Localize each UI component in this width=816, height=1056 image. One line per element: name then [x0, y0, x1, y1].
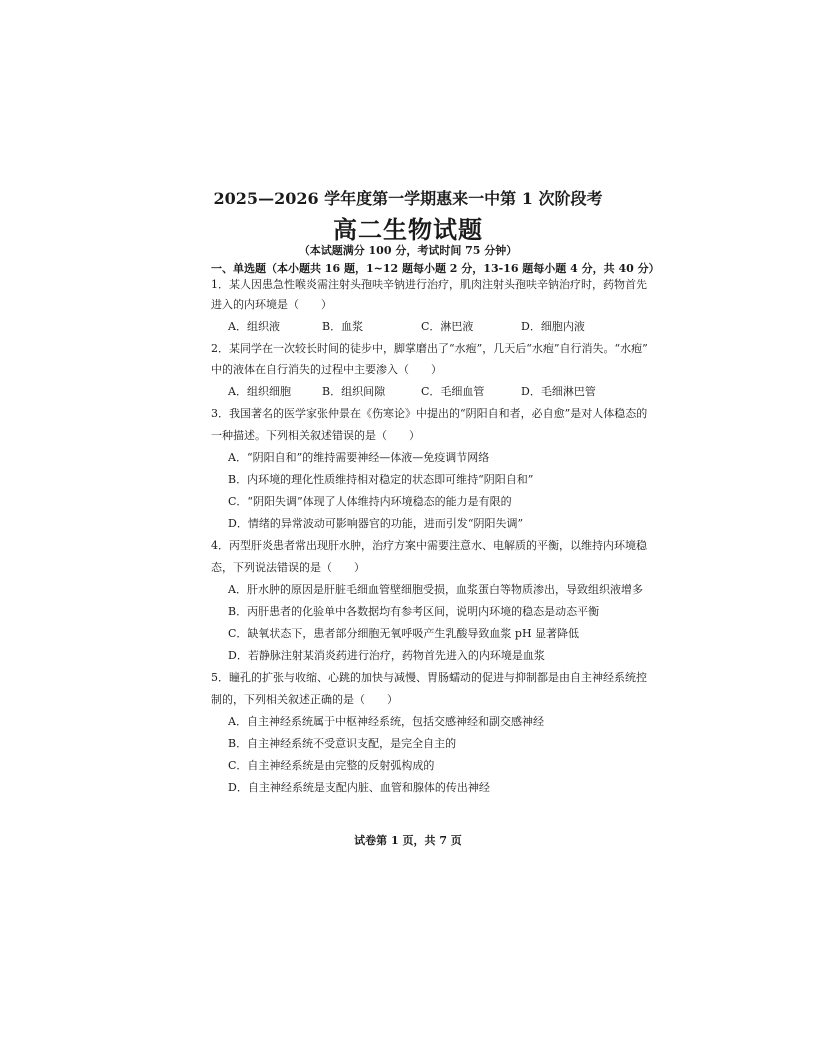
question-4-option-d: D．若静脉注射某消炎药进行治疗，药物首先进入的内环境是血浆 — [228, 649, 545, 662]
exam-title: 2025—2026 学年度第一学期惠来一中第 1 次阶段考 — [213, 189, 603, 208]
question-1-option-b: B．血浆 — [322, 320, 364, 333]
question-3-option-b: B．内环境的理化性质维持相对稳定的状态即可维持“阴阳自和” — [228, 473, 534, 486]
question-5-option-c: C．自主神经系统是由完整的反射弧构成的 — [228, 759, 435, 772]
question-4-line-1: 4．丙型肝炎患者常出现肝水肿，治疗方案中需要注意水、电解质的平衡，以维持内环境稳 — [211, 539, 647, 552]
question-5-line-2: 制的，下列相关叙述正确的是（ ） — [211, 693, 398, 706]
question-2-option-b: B．组织间隙 — [322, 385, 386, 398]
page-footer: 试卷第 1 页，共 7 页 — [354, 834, 462, 847]
question-2-option-c: C．毛细血管 — [421, 385, 485, 398]
question-1-line-1: 1．某人因患急性喉炎需注射头孢呋辛钠进行治疗，肌肉注射头孢呋辛钠治疗时，药物首先 — [211, 278, 647, 291]
exam-note: （本试题满分 100 分，考试时间 75 分钟） — [298, 244, 518, 257]
question-1-line-2: 进入的内环境是（ ） — [211, 298, 332, 311]
subject-title: 高二生物试题 — [333, 215, 483, 244]
question-2-line-2: 中的液体在自行消失的过程中主要渗入（ ） — [211, 363, 442, 376]
question-2-option-d: D．毛细淋巴管 — [521, 385, 596, 398]
question-1-option-d: D．细胞内液 — [521, 320, 585, 333]
question-3-line-1: 3．我国著名的医学家张仲景在《伤寒论》中提出的“阴阳自和者，必自愈”是对人体稳态的 — [211, 407, 648, 420]
question-3-option-c: C．“阴阳失调”体现了人体维持内环境稳态的能力是有限的 — [228, 495, 512, 508]
question-4-line-2: 态，下列说法错误的是（ ） — [211, 561, 365, 574]
question-5-option-a: A．自主神经系统属于中枢神经系统，包括交感神经和副交感神经 — [228, 715, 544, 728]
question-3-option-d: D．情绪的异常波动可影响器官的功能，进而引发“阴阳失调” — [228, 517, 524, 530]
question-4-option-c: C．缺氧状态下，患者部分细胞无氧呼吸产生乳酸导致血浆 pH 显著降低 — [228, 627, 580, 640]
question-5-line-1: 5．瞳孔的扩张与收缩、心跳的加快与减慢、胃肠蠕动的促进与抑制都是由自主神经系统控 — [211, 671, 647, 684]
question-3-line-2: 一种描述。下列相关叙述错误的是（ ） — [211, 429, 420, 442]
question-4-option-a: A．肝水肿的原因是肝脏毛细血管壁细胞受损，血浆蛋白等物质渗出，导致组织液增多 — [228, 583, 643, 596]
question-3-option-a: A．“阴阳自和”的维持需要神经—体液—免疫调节网络 — [228, 451, 490, 464]
question-4-option-b: B．丙肝患者的化验单中各数据均有参考区间，说明内环境的稳态是动态平衡 — [228, 605, 600, 618]
question-5-option-d: D．自主神经系统是支配内脏、血管和腺体的传出神经 — [228, 781, 490, 794]
question-2-option-a: A．组织细胞 — [228, 385, 291, 398]
question-5-option-b: B．自主神经系统不受意识支配，是完全自主的 — [228, 737, 457, 750]
question-2-line-1: 2．某同学在一次较长时间的徒步中，脚掌磨出了“水疱”，几天后“水疱”自行消失。“水疱” — [211, 342, 648, 355]
question-1-option-a: A．组织液 — [228, 320, 280, 333]
question-1-option-c: C．淋巴液 — [421, 320, 474, 333]
section-heading: 一、单选题（本小题共 16 题，1~12 题每小题 2 分，13-16 题每小题 4 分，共 40 分） — [211, 262, 660, 275]
